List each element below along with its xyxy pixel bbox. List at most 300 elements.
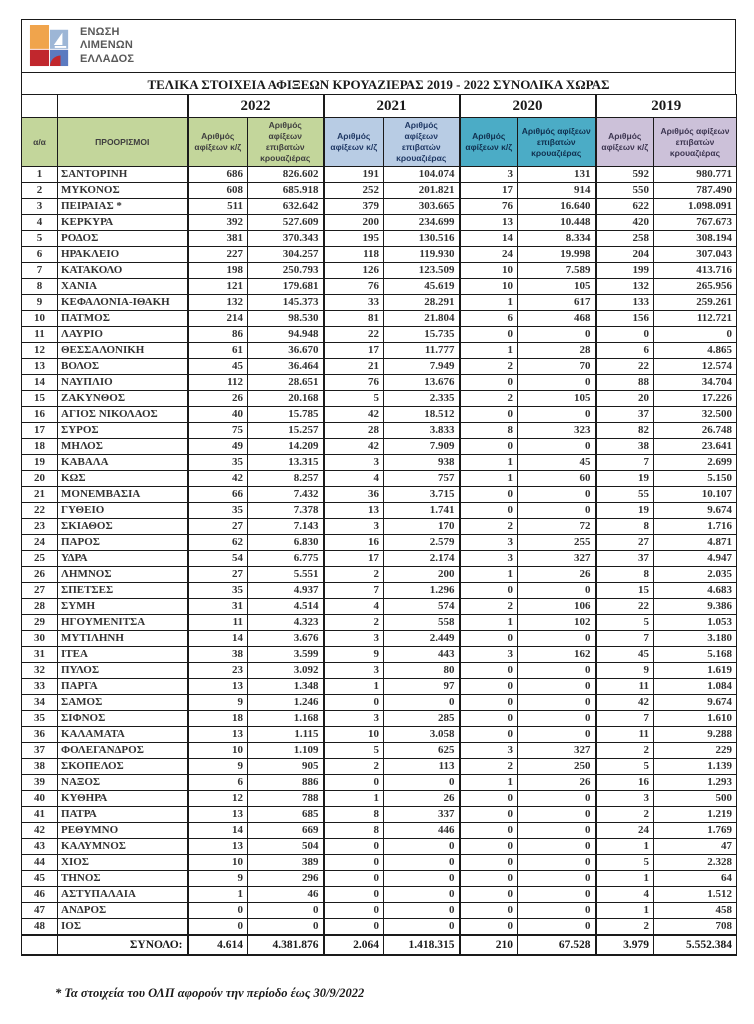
destination-cell: ΜΟΝΕΜΒΑΣΙΑ [58, 487, 188, 503]
value-cell: 6 [596, 343, 654, 359]
value-cell: 13 [460, 215, 518, 231]
value-cell: 20.168 [248, 391, 324, 407]
table-row [22, 903, 737, 919]
value-cell: 3 [460, 167, 518, 183]
value-cell: 886 [248, 775, 324, 791]
table-row [22, 535, 737, 551]
row-index-cell: 47 [22, 903, 58, 919]
value-cell: 1 [188, 887, 248, 903]
total-value-cell: 67.528 [518, 935, 596, 955]
value-cell: 0 [518, 487, 596, 503]
value-cell: 558 [384, 615, 460, 631]
value-cell: 13.315 [248, 455, 324, 471]
destination-cell: ΚΕΡΚΥΡΑ [58, 215, 188, 231]
value-cell: 0 [518, 503, 596, 519]
value-cell: 625 [384, 743, 460, 759]
value-cell: 0 [518, 679, 596, 695]
value-cell: 1.619 [654, 663, 737, 679]
year-2022-header: 2022 [188, 95, 324, 118]
value-cell: 10 [460, 279, 518, 295]
value-cell: 102 [518, 615, 596, 631]
table-row [22, 519, 737, 535]
value-cell: 458 [654, 903, 737, 919]
arrivals-2021-header: Αριθμός αφίξεων κ/ζ [324, 118, 384, 167]
table-row [22, 807, 737, 823]
value-cell: 2 [460, 759, 518, 775]
value-cell: 3 [596, 791, 654, 807]
value-cell: 162 [518, 647, 596, 663]
row-index-cell: 33 [22, 679, 58, 695]
passengers-2020-header: Αριθμός αφίξεων επιβατών κρουαζιέρας [518, 118, 596, 167]
value-cell: 550 [596, 183, 654, 199]
value-cell: 3 [460, 647, 518, 663]
row-index-cell: 14 [22, 375, 58, 391]
destination-cell: ΥΔΡΑ [58, 551, 188, 567]
table-row [22, 599, 737, 615]
value-cell: 47 [654, 839, 737, 855]
value-cell: 13 [188, 839, 248, 855]
value-cell: 4.865 [654, 343, 737, 359]
org-line-2: ΛΙΜΕΝΩΝ [80, 39, 134, 52]
value-cell: 156 [596, 311, 654, 327]
value-cell: 46 [248, 887, 324, 903]
value-cell: 3.092 [248, 663, 324, 679]
value-cell: 179.681 [248, 279, 324, 295]
year-2020-header: 2020 [460, 95, 596, 118]
value-cell: 3 [324, 455, 384, 471]
value-cell: 15.785 [248, 407, 324, 423]
table-row [22, 487, 737, 503]
value-cell: 5 [596, 855, 654, 871]
table-row [22, 695, 737, 711]
value-cell: 1 [460, 455, 518, 471]
value-cell: 31 [188, 599, 248, 615]
destination-cell: ΚΑΤΑΚΟΛΟ [58, 263, 188, 279]
value-cell: 72 [518, 519, 596, 535]
org-line-3: ΕΛΛΑΔΟΣ [80, 52, 135, 65]
value-cell: 13.676 [384, 375, 460, 391]
value-cell: 13 [324, 503, 384, 519]
value-cell: 60 [518, 471, 596, 487]
destination-cell: ΠΑΡΓΑ [58, 679, 188, 695]
value-cell: 26.748 [654, 423, 737, 439]
value-cell: 914 [518, 183, 596, 199]
value-cell: 708 [654, 919, 737, 936]
destination-cell: ΝΑΞΟΣ [58, 775, 188, 791]
value-cell: 7.143 [248, 519, 324, 535]
row-index-cell: 19 [22, 455, 58, 471]
value-cell: 788 [248, 791, 324, 807]
value-cell: 0 [518, 663, 596, 679]
row-index-cell: 44 [22, 855, 58, 871]
total-value-cell: 1.418.315 [384, 935, 460, 955]
value-cell: 8.257 [248, 471, 324, 487]
value-cell: 0 [384, 903, 460, 919]
value-cell: 980.771 [654, 167, 737, 183]
value-cell: 13 [188, 807, 248, 823]
value-cell: 11.777 [384, 343, 460, 359]
destination-cell: ΗΓΟΥΜΕΝΙΤΣΑ [58, 615, 188, 631]
value-cell: 3 [460, 551, 518, 567]
row-index-cell: 16 [22, 407, 58, 423]
value-cell: 130.516 [384, 231, 460, 247]
value-cell: 1.053 [654, 615, 737, 631]
row-index-cell: 38 [22, 759, 58, 775]
footnote: * Τα στοιχεία του ΟΛΠ αφορούν την περίοδο έως 30/9/2022 [55, 986, 365, 1000]
value-cell: 66 [188, 487, 248, 503]
value-cell: 1 [460, 343, 518, 359]
value-cell: 132 [596, 279, 654, 295]
destinations-column-header: ΠΡΟΟΡΙΣΜΟΙ [58, 118, 188, 167]
value-cell: 81 [324, 311, 384, 327]
destination-cell: ΠΑΤΜΟΣ [58, 311, 188, 327]
row-index-cell: 45 [22, 871, 58, 887]
value-cell: 19.998 [518, 247, 596, 263]
value-cell: 296 [248, 871, 324, 887]
value-cell: 0 [324, 839, 384, 855]
table-row [22, 631, 737, 647]
value-cell: 7.432 [248, 487, 324, 503]
value-cell: 23 [188, 663, 248, 679]
value-cell: 16 [596, 775, 654, 791]
organization-name [80, 26, 134, 66]
value-cell: 592 [596, 167, 654, 183]
value-cell: 214 [188, 311, 248, 327]
value-cell: 2 [460, 599, 518, 615]
value-cell: 6 [188, 775, 248, 791]
value-cell: 2.579 [384, 535, 460, 551]
table-row [22, 375, 737, 391]
value-cell: 327 [518, 743, 596, 759]
total-value-cell: 4.381.876 [248, 935, 324, 955]
value-cell: 5.551 [248, 567, 324, 583]
destination-cell: ΚΩΣ [58, 471, 188, 487]
row-index-cell: 32 [22, 663, 58, 679]
value-cell: 8 [596, 567, 654, 583]
value-cell: 24 [596, 823, 654, 839]
value-cell: 3.676 [248, 631, 324, 647]
destination-cell: ΣΙΦΝΟΣ [58, 711, 188, 727]
value-cell: 170 [384, 519, 460, 535]
value-cell: 7 [596, 711, 654, 727]
table-row [22, 215, 737, 231]
value-cell: 7.589 [518, 263, 596, 279]
destination-cell: ΚΑΒΑΛΑ [58, 455, 188, 471]
ports-association-logo-icon [29, 25, 71, 67]
destination-cell: ΣΚΙΑΘΟΣ [58, 519, 188, 535]
table-row [22, 727, 737, 743]
value-cell: 252 [324, 183, 384, 199]
value-cell: 1 [460, 775, 518, 791]
row-index-cell: 7 [22, 263, 58, 279]
value-cell: 94.948 [248, 327, 324, 343]
total-value-cell: 4.614 [188, 935, 248, 955]
arrivals-2020-header: Αριθμός αφίξεων κ/ζ [460, 118, 518, 167]
destination-cell: ΣΥΜΗ [58, 599, 188, 615]
value-cell: 200 [324, 215, 384, 231]
value-cell: 3.599 [248, 647, 324, 663]
table-row [22, 647, 737, 663]
value-cell: 37 [596, 407, 654, 423]
value-cell: 0 [384, 775, 460, 791]
row-index-cell: 29 [22, 615, 58, 631]
value-cell: 304.257 [248, 247, 324, 263]
value-cell: 0 [460, 439, 518, 455]
total-value-cell: 5.552.384 [654, 935, 737, 955]
passengers-2021-header: Αριθμός αφίξεων επιβατών κρουαζιέρας [384, 118, 460, 167]
table-row [22, 711, 737, 727]
value-cell: 826.602 [248, 167, 324, 183]
row-index-cell: 41 [22, 807, 58, 823]
value-cell: 1.139 [654, 759, 737, 775]
value-cell: 4.683 [654, 583, 737, 599]
value-cell: 6.775 [248, 551, 324, 567]
table-row [22, 359, 737, 375]
value-cell: 0 [324, 695, 384, 711]
value-cell: 11 [188, 615, 248, 631]
table-row [22, 423, 737, 439]
row-index-cell: 6 [22, 247, 58, 263]
value-cell: 0 [460, 503, 518, 519]
value-cell: 16.640 [518, 199, 596, 215]
value-cell: 1.769 [654, 823, 737, 839]
value-cell: 62 [188, 535, 248, 551]
value-cell: 145.373 [248, 295, 324, 311]
value-cell: 787.490 [654, 183, 737, 199]
value-cell: 40 [188, 407, 248, 423]
value-cell: 17 [324, 343, 384, 359]
value-cell: 27 [188, 519, 248, 535]
year-2021-header: 2021 [324, 95, 460, 118]
value-cell: 259.261 [654, 295, 737, 311]
value-cell: 617 [518, 295, 596, 311]
value-cell: 0 [518, 919, 596, 936]
destination-cell: ΝΑΥΠΛΙΟ [58, 375, 188, 391]
value-cell: 7 [324, 583, 384, 599]
value-cell: 3 [460, 535, 518, 551]
table-row [22, 407, 737, 423]
value-cell: 1.246 [248, 695, 324, 711]
total-value-cell: 3.979 [596, 935, 654, 955]
value-cell: 0 [518, 887, 596, 903]
table-row [22, 311, 737, 327]
value-cell: 379 [324, 199, 384, 215]
total-value-cell: 2.064 [324, 935, 384, 955]
value-cell: 0 [518, 695, 596, 711]
destination-cell: ΧΑΝΙΑ [58, 279, 188, 295]
value-cell: 126 [324, 263, 384, 279]
value-cell: 0 [324, 903, 384, 919]
destination-cell: ΑΣΤΥΠΑΛΑΙΑ [58, 887, 188, 903]
destination-cell: ΜΗΛΟΣ [58, 439, 188, 455]
row-index-cell: 23 [22, 519, 58, 535]
table-row [22, 871, 737, 887]
value-cell: 4.514 [248, 599, 324, 615]
row-index-cell: 39 [22, 775, 58, 791]
value-cell: 500 [654, 791, 737, 807]
value-cell: 0 [518, 855, 596, 871]
value-cell: 23.641 [654, 439, 737, 455]
row-index-cell: 48 [22, 919, 58, 936]
value-cell: 8 [596, 519, 654, 535]
value-cell: 200 [384, 567, 460, 583]
value-cell: 201.821 [384, 183, 460, 199]
value-cell: 255 [518, 535, 596, 551]
destination-cell: ΦΟΛΕΓΑΝΔΡΟΣ [58, 743, 188, 759]
value-cell: 131 [518, 167, 596, 183]
value-cell: 1 [596, 871, 654, 887]
value-cell: 608 [188, 183, 248, 199]
value-cell: 17 [324, 551, 384, 567]
value-cell: 9 [188, 759, 248, 775]
value-cell: 15 [596, 583, 654, 599]
value-cell: 1.512 [654, 887, 737, 903]
value-cell: 5 [596, 759, 654, 775]
value-cell: 0 [518, 439, 596, 455]
value-cell: 61 [188, 343, 248, 359]
destination-cell: ΜΥΚΟΝΟΣ [58, 183, 188, 199]
value-cell: 905 [248, 759, 324, 775]
value-cell: 28.651 [248, 375, 324, 391]
destination-cell: ΗΡΑΚΛΕΙΟ [58, 247, 188, 263]
value-cell: 3.058 [384, 727, 460, 743]
row-index-cell: 42 [22, 823, 58, 839]
value-cell: 0 [460, 375, 518, 391]
value-cell: 0 [460, 631, 518, 647]
value-cell: 686 [188, 167, 248, 183]
value-cell: 1.098.091 [654, 199, 737, 215]
value-cell: 16 [324, 535, 384, 551]
destination-cell: ΑΝΔΡΟΣ [58, 903, 188, 919]
value-cell: 21.804 [384, 311, 460, 327]
value-cell: 18.512 [384, 407, 460, 423]
value-cell: 6 [460, 311, 518, 327]
value-cell: 0 [518, 791, 596, 807]
total-value-cell: 210 [460, 935, 518, 955]
value-cell: 0 [460, 679, 518, 695]
value-cell: 4 [324, 599, 384, 615]
row-index-cell: 40 [22, 791, 58, 807]
value-cell: 3 [324, 519, 384, 535]
value-cell: 75 [188, 423, 248, 439]
value-cell: 5 [324, 391, 384, 407]
value-cell: 55 [596, 487, 654, 503]
value-cell: 198 [188, 263, 248, 279]
value-cell: 191 [324, 167, 384, 183]
destination-cell: ΙΟΣ [58, 919, 188, 936]
value-cell: 0 [324, 919, 384, 936]
value-cell: 669 [248, 823, 324, 839]
value-cell: 2.449 [384, 631, 460, 647]
value-cell: 112 [188, 375, 248, 391]
value-cell: 0 [518, 327, 596, 343]
value-cell: 8 [460, 423, 518, 439]
value-cell: 106 [518, 599, 596, 615]
column-header-row [22, 118, 737, 167]
value-cell: 0 [460, 839, 518, 855]
value-cell: 195 [324, 231, 384, 247]
destination-cell: ΣΥΡΟΣ [58, 423, 188, 439]
value-cell: 1.084 [654, 679, 737, 695]
value-cell: 14 [188, 823, 248, 839]
row-index-cell: 18 [22, 439, 58, 455]
value-cell: 1 [460, 615, 518, 631]
value-cell: 3 [324, 711, 384, 727]
row-index-cell: 27 [22, 583, 58, 599]
row-index-cell: 13 [22, 359, 58, 375]
value-cell: 0 [518, 871, 596, 887]
destination-cell: ΠΕΙΡΑΙΑΣ * [58, 199, 188, 215]
value-cell: 17 [460, 183, 518, 199]
value-cell: 0 [518, 583, 596, 599]
value-cell: 1.168 [248, 711, 324, 727]
value-cell: 0 [460, 407, 518, 423]
value-cell: 250 [518, 759, 596, 775]
value-cell: 9.288 [654, 727, 737, 743]
destination-cell: ΖΑΚΥΝΘΟΣ [58, 391, 188, 407]
value-cell: 76 [460, 199, 518, 215]
value-cell: 3 [324, 631, 384, 647]
value-cell: 0 [518, 727, 596, 743]
value-cell: 42 [324, 439, 384, 455]
value-cell: 33 [324, 295, 384, 311]
table-row [22, 455, 737, 471]
value-cell: 22 [324, 327, 384, 343]
value-cell: 45 [596, 647, 654, 663]
value-cell: 42 [596, 695, 654, 711]
value-cell: 119.930 [384, 247, 460, 263]
value-cell: 14 [188, 631, 248, 647]
value-cell: 98.530 [248, 311, 324, 327]
year-header-row [22, 95, 737, 118]
destination-cell: ΒΟΛΟΣ [58, 359, 188, 375]
value-cell: 19 [596, 503, 654, 519]
report-title: ΤΕΛΙΚΑ ΣΤΟΙΧΕΙΑ ΑΦΙΞΕΩΝ ΚΡΟΥΑΖΙΕΡΑΣ 2019 - 2022 ΣΥΝΟΛΙΚΑ ΧΩΡΑΣ [21, 72, 736, 95]
value-cell: 2.035 [654, 567, 737, 583]
row-index-cell: 1 [22, 167, 58, 183]
destination-cell: ΣΑΝΤΟΡΙΝΗ [58, 167, 188, 183]
value-cell: 5 [324, 743, 384, 759]
value-cell: 45 [188, 359, 248, 375]
value-cell: 123.509 [384, 263, 460, 279]
value-cell: 1 [596, 839, 654, 855]
value-cell: 80 [384, 663, 460, 679]
destination-cell: ΚΥΘΗΡΑ [58, 791, 188, 807]
value-cell: 0 [460, 791, 518, 807]
value-cell: 4.871 [654, 535, 737, 551]
value-cell: 26 [188, 391, 248, 407]
blank-cell [58, 95, 188, 118]
value-cell: 0 [460, 711, 518, 727]
value-cell: 0 [460, 855, 518, 871]
row-index-cell: 4 [22, 215, 58, 231]
value-cell: 1.115 [248, 727, 324, 743]
value-cell: 0 [324, 855, 384, 871]
value-cell: 64 [654, 871, 737, 887]
value-cell: 14 [460, 231, 518, 247]
value-cell: 443 [384, 647, 460, 663]
destination-cell: ΡΟΔΟΣ [58, 231, 188, 247]
value-cell: 27 [596, 535, 654, 551]
destination-cell: ΣΠΕΤΣΕΣ [58, 583, 188, 599]
row-index-cell: 17 [22, 423, 58, 439]
value-cell: 1.716 [654, 519, 737, 535]
table-row [22, 231, 737, 247]
value-cell: 0 [460, 887, 518, 903]
value-cell: 511 [188, 199, 248, 215]
destination-cell: ΣΚΟΠΕΛΟΣ [58, 759, 188, 775]
row-index-cell: 21 [22, 487, 58, 503]
